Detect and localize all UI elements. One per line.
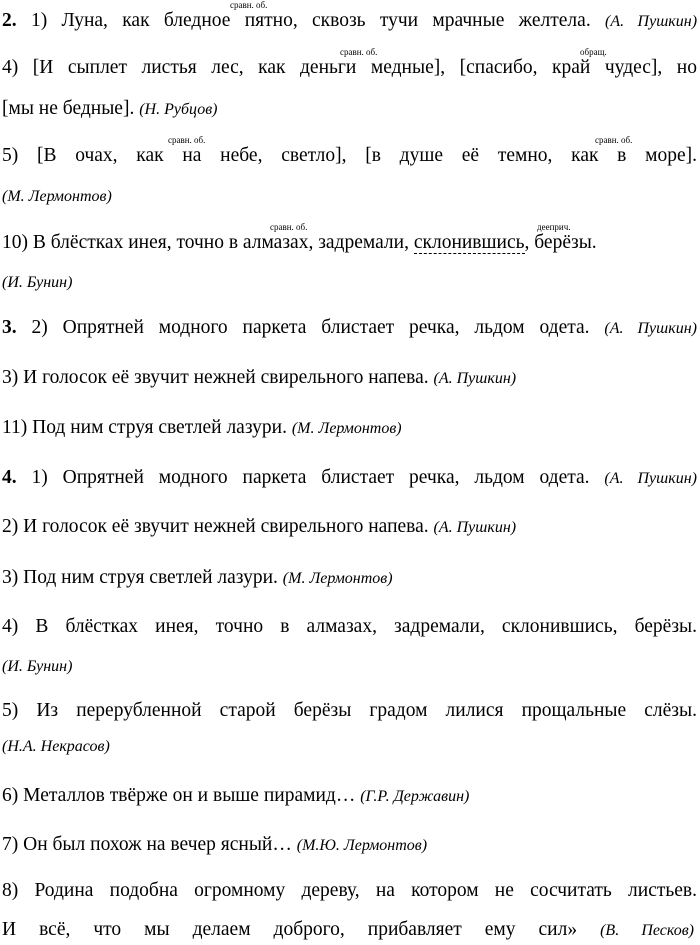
line: 7) Он был похож на вечер ясный… (М.Ю. Лермонтов) [2,834,428,855]
line: 3) И голосок её звучит нежней свирельного напева. (А. Пушкин) [2,367,517,388]
line: 2. 1) Луна, как бледное пятно, сквозь тучи мрачные желтела. (А. Пушкин) [2,10,698,31]
author: (И. Бунин) [2,658,73,675]
line: 4. 1) Опрятней модного паркета блистает речка, льдом одета. (А. Пушкин) [2,467,697,488]
annotation: дееприч. [537,222,571,232]
annotation: сравн. об. [340,47,378,57]
author: (М. Лермонтов) [2,188,112,205]
author: (Н.А. Некрасов) [2,738,110,755]
line: [мы не бедные]. (Н. Рубцов) [2,98,218,119]
line: 3) Под ним струя светлей лазури. (М. Лермонтов) [2,567,393,588]
line: 3. 2) Опрятней модного паркета блистает речка, льдом одета. (А. Пушкин) [2,317,697,338]
annotation: обращ. [580,47,607,57]
annotation: сравн. об. [230,0,268,10]
author: (И. Бунин) [2,274,73,291]
line: 10) В блёстках инея, точно в алмазах, задремали, склонившись, берёзы. [2,232,597,253]
line: 5) [В очах, как на небе, светло], [в душе её темно, как в море]. [2,145,697,166]
line: И всё, что мы делаем доброго, прибавляет ему сил» (В. Песков) [2,919,695,940]
line: 8) Родина подобна огромному дереву, на котором не сосчитать листьев. [2,880,697,901]
annotation: сравн. об. [168,135,206,145]
line: 4) В блёстках инея, точно в алмазах, задремали, склонившись, берёзы. [2,616,697,637]
line: 2) И голосок её звучит нежней свирельного напева. (А. Пушкин) [2,516,517,537]
annotation: сравн. об. [595,135,633,145]
line: 5) Из перерубленной старой берёзы градом лилися прощальные слёзы. [2,700,697,721]
annotation: сравн. об. [270,222,308,232]
line: 4) [И сыплет листья лес, как деньги медные], [спасибо, край чудес], но [2,57,697,78]
line: 11) Под ним струя светлей лазури. (М. Лермонтов) [2,417,402,438]
line: 6) Металлов твёрже он и выше пирамид… (Г.Р. Державин) [2,785,470,806]
